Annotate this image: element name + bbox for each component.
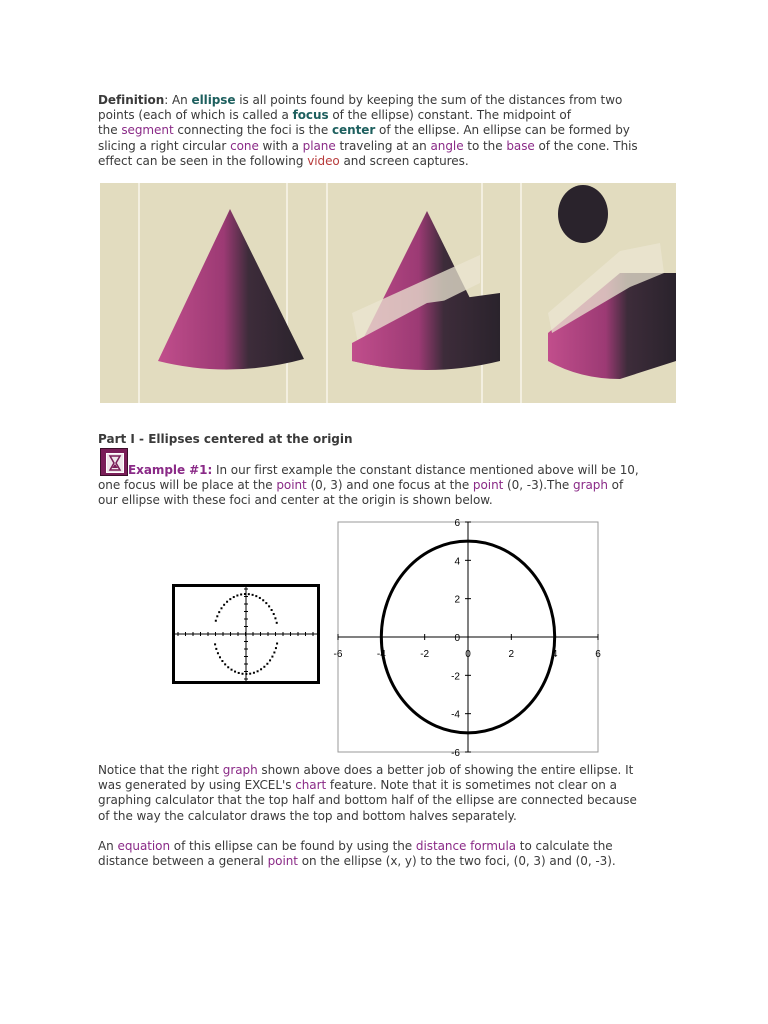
cone-screen-captures bbox=[100, 183, 676, 403]
ellipse-chart bbox=[300, 510, 620, 760]
example-paragraph: Example #1: In our first example the constant distance mentioned above will be 10, one focus will be place at the point (0, 3) and one focus at the point (0, -3).The graph of our ellipse with these foci and center at the origin is shown below. bbox=[98, 463, 639, 508]
calculator-graph bbox=[175, 587, 317, 681]
point-link[interactable]: point bbox=[472, 478, 504, 493]
ellipse-chart-svg bbox=[300, 510, 620, 760]
y-tick-label: -6 bbox=[451, 748, 460, 759]
cone-sliced bbox=[548, 185, 676, 379]
y-tick-label: 4 bbox=[454, 556, 460, 568]
definition-paragraph: Definition: An ellipse is all points found by keeping the sum of the distances from two points (each of which is called a focus of the ellipse) constant. The midpoint of the segment connecting the foci is the center of the ellipse. An ellipse can be formed by slicing a right circular cone with a plane traveling at an angle to the base of the cone. This effect can be seen in the following video and screen captures. bbox=[98, 93, 638, 168]
distance-formula-link[interactable]: distance formula bbox=[415, 839, 517, 853]
y-tick-label: 0 bbox=[454, 633, 460, 644]
notice-paragraph: Notice that the right graph shown above does a better job of showing the entire ellipse. It was generated by using EXCEL's chart feature. Note that it is sometimes not clear on a graphing calculator that the top half and bottom half of the ellipse are connected because of the way the calculator draws the top and bottom halves separately. bbox=[98, 763, 637, 823]
x-tick-label: 6 bbox=[595, 649, 601, 660]
point-link[interactable]: point bbox=[267, 854, 298, 869]
y-tick-label: -4 bbox=[451, 709, 460, 721]
graph-link[interactable]: graph bbox=[573, 478, 608, 493]
x-tick-label: 2 bbox=[508, 649, 515, 660]
frame-divider bbox=[326, 183, 328, 403]
x-tick-label: -4 bbox=[376, 649, 386, 660]
base-link[interactable]: base bbox=[506, 138, 535, 153]
video-link[interactable]: video bbox=[307, 153, 340, 168]
section-heading: Part I - Ellipses centered at the origin bbox=[98, 432, 353, 446]
ellipse-link[interactable]: ellipse bbox=[191, 93, 236, 107]
frame-divider bbox=[286, 183, 288, 403]
definition-label: Definition bbox=[98, 93, 165, 107]
point-link[interactable]: point bbox=[276, 478, 307, 493]
chart-link[interactable]: chart bbox=[295, 778, 327, 793]
plane-link[interactable]: plane bbox=[302, 138, 336, 153]
x-tick-label: 4 bbox=[551, 649, 558, 660]
center-link[interactable]: center bbox=[331, 123, 376, 138]
cone-with-plane bbox=[352, 211, 500, 370]
y-tick-label: 2 bbox=[454, 594, 460, 606]
graph-link[interactable]: graph bbox=[222, 763, 258, 777]
frame-divider bbox=[481, 183, 483, 403]
angle-link[interactable]: angle bbox=[430, 138, 464, 153]
frame-divider bbox=[138, 183, 140, 403]
example-label: Example #1: bbox=[128, 463, 213, 477]
y-tick-label: -2 bbox=[451, 671, 460, 683]
x-tick-label: -2 bbox=[420, 649, 430, 660]
cone-whole bbox=[158, 209, 304, 370]
x-tick-label: -6 bbox=[333, 649, 343, 660]
x-tick-label: 0 bbox=[465, 649, 471, 660]
cone-link[interactable]: cone bbox=[230, 138, 259, 153]
ellipse-slice bbox=[558, 185, 608, 243]
focus-link[interactable]: focus bbox=[292, 108, 329, 123]
equation-link[interactable]: equation bbox=[117, 839, 171, 853]
cone-images-svg bbox=[100, 183, 676, 403]
calculator-screen bbox=[172, 584, 320, 684]
segment-link[interactable]: segment bbox=[121, 123, 174, 138]
frame-divider bbox=[520, 183, 522, 403]
equation-paragraph: An equation of this ellipse can be found by using the distance formula to calculate the distance between a general point on the ellipse (x, y) to the two foci, (0, 3) and (0, -3). bbox=[98, 839, 616, 869]
y-tick-label: 6 bbox=[454, 518, 460, 529]
